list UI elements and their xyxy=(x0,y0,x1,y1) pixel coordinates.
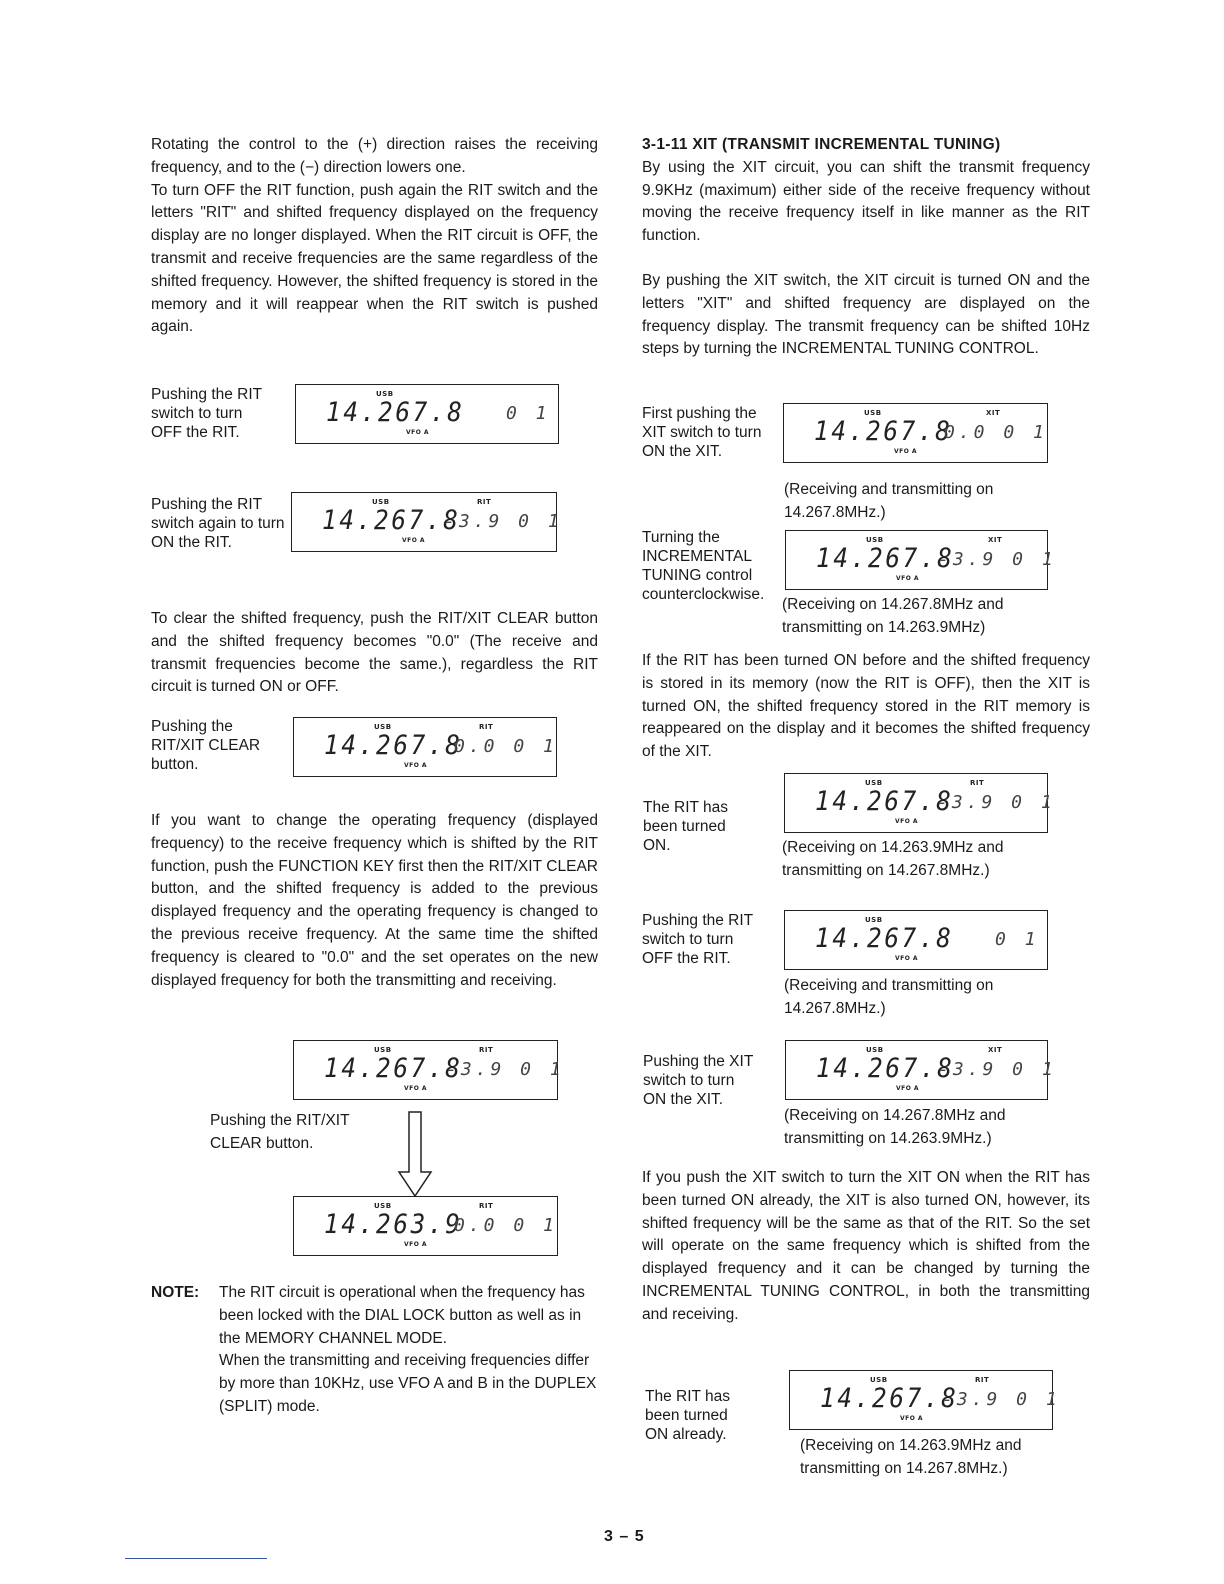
vfo-indicator: VFO A xyxy=(404,1085,428,1092)
left-paragraph-1: Rotating the control to the (+) direction raises the receiving frequency, and to the (−) direction lowers one. xyxy=(151,136,598,176)
lcd-display-left-4 xyxy=(293,1040,565,1100)
usb-indicator: USB xyxy=(374,723,392,731)
usb-indicator: USB xyxy=(372,498,390,506)
rit-indicator: RIT xyxy=(479,1046,494,1054)
right-paragraph-3: If the RIT has been turned ON before and the shifted frequency is stored in its memory (now the RIT is OFF), then the XIT is turned ON, the shifted frequency stored in the RIT memory is reappeared on the display and it becomes the shifted frequency of the XIT. xyxy=(642,652,1090,761)
right-fig3-label: The RIT has been turned ON. xyxy=(643,799,729,854)
left-column xyxy=(151,134,598,339)
down-arrow-icon xyxy=(395,1110,435,1200)
left-paragraph-4: If you want to change the operating frequency (displayed frequency) to the receive frequency which is shifted by the RIT function, push the FUNCTION KEY first then the RIT/XIT CLEAR button, and the shifted frequency is added to the previous displayed frequency and the operating frequency is changed to the previous receive frequency. At the same time the shifted frequency is cleared to "0.0" and the set operates on the new displayed frequency for both the transmitting and receiving. xyxy=(151,812,598,989)
left-column-lower xyxy=(151,810,598,992)
usb-indicator: USB xyxy=(374,1046,392,1054)
lcd-display-right-4 xyxy=(784,910,1048,970)
lcd-display-right-1 xyxy=(783,403,1048,463)
left-fig1-label: Pushing the RIT switch to turn OFF the RIT. xyxy=(151,386,262,441)
right-paragraph-2: By pushing the XIT switch, the XIT circuit is turned ON and the letters "XIT" and shifted frequency are displayed on the frequency display. The transmit frequency can be shifted 10Hz steps by turning the INCREMENTAL TUNING CONTROL. xyxy=(642,271,1090,358)
rit-indicator: RIT xyxy=(477,498,492,506)
vfo-indicator: VFO A xyxy=(402,537,426,544)
frequency-readout: 14.267.8 xyxy=(816,1053,955,1084)
left-fig2-label: Pushing the RIT switch again to turn ON the RIT. xyxy=(151,496,285,551)
right-fig5-caption: (Receiving on 14.267.8MHz and transmitting on 14.263.9MHz.) xyxy=(784,1107,1006,1147)
shift-readout: -3.9 0 1 xyxy=(938,1059,1057,1080)
note-label: NOTE: xyxy=(151,1284,200,1301)
frequency-readout: 14.267.8 xyxy=(815,786,954,817)
right-fig3-caption: (Receiving on 14.263.9MHz and transmitting on 14.267.8MHz.) xyxy=(782,839,1004,879)
right-column-middle xyxy=(642,650,1090,764)
right-column-lower xyxy=(642,1167,1090,1327)
usb-indicator: USB xyxy=(865,779,883,787)
frequency-readout: 14.267.8 xyxy=(820,1383,959,1414)
right-fig4-caption: (Receiving and transmitting on 14.267.8MHz.) xyxy=(784,977,994,1017)
lcd-display-left-3 xyxy=(293,717,557,777)
shift-readout: 0 1 xyxy=(506,403,551,424)
right-fig1-label: First pushing the XIT switch to turn ON the XIT. xyxy=(642,405,762,460)
usb-indicator: USB xyxy=(374,1202,392,1210)
vfo-indicator: VFO A xyxy=(894,448,918,455)
rit-indicator: RIT xyxy=(975,1376,990,1384)
lcd-display-left-5 xyxy=(293,1196,558,1256)
vfo-indicator: VFO A xyxy=(896,575,920,582)
vfo-indicator: VFO A xyxy=(895,955,919,962)
vfo-indicator: VFO A xyxy=(895,818,919,825)
left-fig3-label: Pushing the RIT/XIT CLEAR button. xyxy=(151,718,261,773)
right-column xyxy=(642,134,1090,361)
vfo-indicator: VFO A xyxy=(404,762,428,769)
right-paragraph-4: If you push the XIT switch to turn the XIT ON when the RIT has been turned ON already, the XIT is also turned ON, however, its shifted frequency will be the same as that of the RIT. So the set will operate on the same frequency which is shifted from the displayed frequency and it can be changed by turning the INCREMENTAL TUNING CONTROL, in both the transmitting and receiving. xyxy=(642,1169,1090,1323)
lcd-display-left-2 xyxy=(291,492,563,552)
shift-readout: -3.9 0 1 xyxy=(938,549,1057,570)
usb-indicator: USB xyxy=(870,1376,888,1384)
lcd-display-right-5 xyxy=(785,1040,1057,1100)
shift-readout: -3.9 0 1 xyxy=(446,1059,565,1080)
shift-readout: 0 1 xyxy=(995,929,1040,950)
rit-indicator: RIT xyxy=(479,723,494,731)
right-fig2-label: Turning the INCREMENTAL TUNING control counterclockwise. xyxy=(642,529,765,603)
shift-readout: 0.0 0 1 xyxy=(454,736,558,757)
xit-indicator: XIT xyxy=(988,1046,1003,1054)
usb-indicator: USB xyxy=(866,536,884,544)
left-paragraph-3: To clear the shifted frequency, push the RIT/XIT CLEAR button and the shifted frequency becomes "0.0" (The receive and transmit frequencies become the same.), regardless the RIT circuit is turned ON or OFF. xyxy=(151,610,598,696)
frequency-readout: 14.267.8 xyxy=(815,923,954,954)
shift-readout: 0.0 0 1 xyxy=(944,422,1048,443)
usb-indicator: USB xyxy=(864,409,882,417)
right-fig6-caption: (Receiving on 14.263.9MHz and transmitting on 14.267.8MHz.) xyxy=(800,1437,1022,1477)
right-paragraph-1: By using the XIT circuit, you can shift the transmit frequency 9.9KHz (maximum) either side of the receive frequency without moving the receive frequency itself in like manner as the RIT function. xyxy=(642,158,1090,245)
shift-readout: -3.9 0 1 xyxy=(937,792,1056,813)
right-fig6-label: The RIT has been turned ON already. xyxy=(645,1388,731,1443)
frequency-readout: 14.267.8 xyxy=(324,1053,463,1084)
usb-indicator: USB xyxy=(866,1046,884,1054)
shift-readout: -3.9 0 1 xyxy=(444,511,563,532)
vfo-indicator: VFO A xyxy=(896,1085,920,1092)
vfo-indicator: VFO A xyxy=(900,1415,924,1422)
right-fig4-label: Pushing the RIT switch to turn OFF the RIT. xyxy=(642,912,753,967)
left-column-middle xyxy=(151,608,598,699)
right-fig1-caption: (Receiving and transmitting on 14.267.8MHz.) xyxy=(784,481,994,521)
xit-indicator: XIT xyxy=(988,536,1003,544)
left-paragraph-2: To turn OFF the RIT function, push again the RIT switch and the letters "RIT" and shifted frequency displayed on the frequency display are no longer displayed. When the RIT circuit is OFF, the transmit and receive frequencies are the same regardless of the shifted frequency. However, the shifted frequency is stored in the memory and it will reappear when the RIT switch is pushed again. xyxy=(151,181,598,336)
note-paragraph-2: When the transmitting and receiving frequencies differ by more than 10KHz, use VFO A and B in the DUPLEX (SPLIT) mode. xyxy=(219,1352,597,1415)
xit-indicator: XIT xyxy=(986,409,1001,417)
right-fig5-label: Pushing the XIT switch to turn ON the XIT. xyxy=(643,1053,754,1108)
shift-readout: -3.9 0 1 xyxy=(942,1389,1061,1410)
usb-indicator: USB xyxy=(376,390,394,398)
right-fig2-caption: (Receiving on 14.267.8MHz and transmitting on 14.263.9MHz) xyxy=(782,596,1004,636)
lcd-display-right-2 xyxy=(785,530,1057,590)
frequency-readout: 14.267.8 xyxy=(814,416,953,447)
rit-indicator: RIT xyxy=(970,779,985,787)
lcd-display-right-6 xyxy=(789,1370,1061,1430)
frequency-readout: 14.263.9 xyxy=(324,1209,463,1240)
lcd-display-right-3 xyxy=(784,773,1056,833)
vfo-indicator: VFO A xyxy=(406,429,430,436)
footer-rule xyxy=(125,1558,267,1559)
lcd-display-left-1 xyxy=(295,384,559,444)
frequency-readout: 14.267.8 xyxy=(324,730,463,761)
frequency-readout: 14.267.8 xyxy=(326,397,465,428)
frequency-readout: 14.267.8 xyxy=(816,543,955,574)
vfo-indicator: VFO A xyxy=(404,1241,428,1248)
section-heading: 3-1-11 XIT (TRANSMIT INCREMENTAL TUNING) xyxy=(642,136,1001,153)
shift-readout: 0.0 0 1 xyxy=(454,1215,558,1236)
usb-indicator: USB xyxy=(865,916,883,924)
left-fig4-label: Pushing the RIT/XIT CLEAR button. xyxy=(210,1112,350,1152)
note-paragraph-1: The RIT circuit is operational when the frequency has been locked with the DIAL LOCK button as well as in the MEMORY CHANNEL MODE. xyxy=(219,1284,585,1347)
page-number: 3 – 5 xyxy=(604,1528,645,1545)
rit-indicator: RIT xyxy=(479,1202,494,1210)
frequency-readout: 14.267.8 xyxy=(322,505,461,536)
